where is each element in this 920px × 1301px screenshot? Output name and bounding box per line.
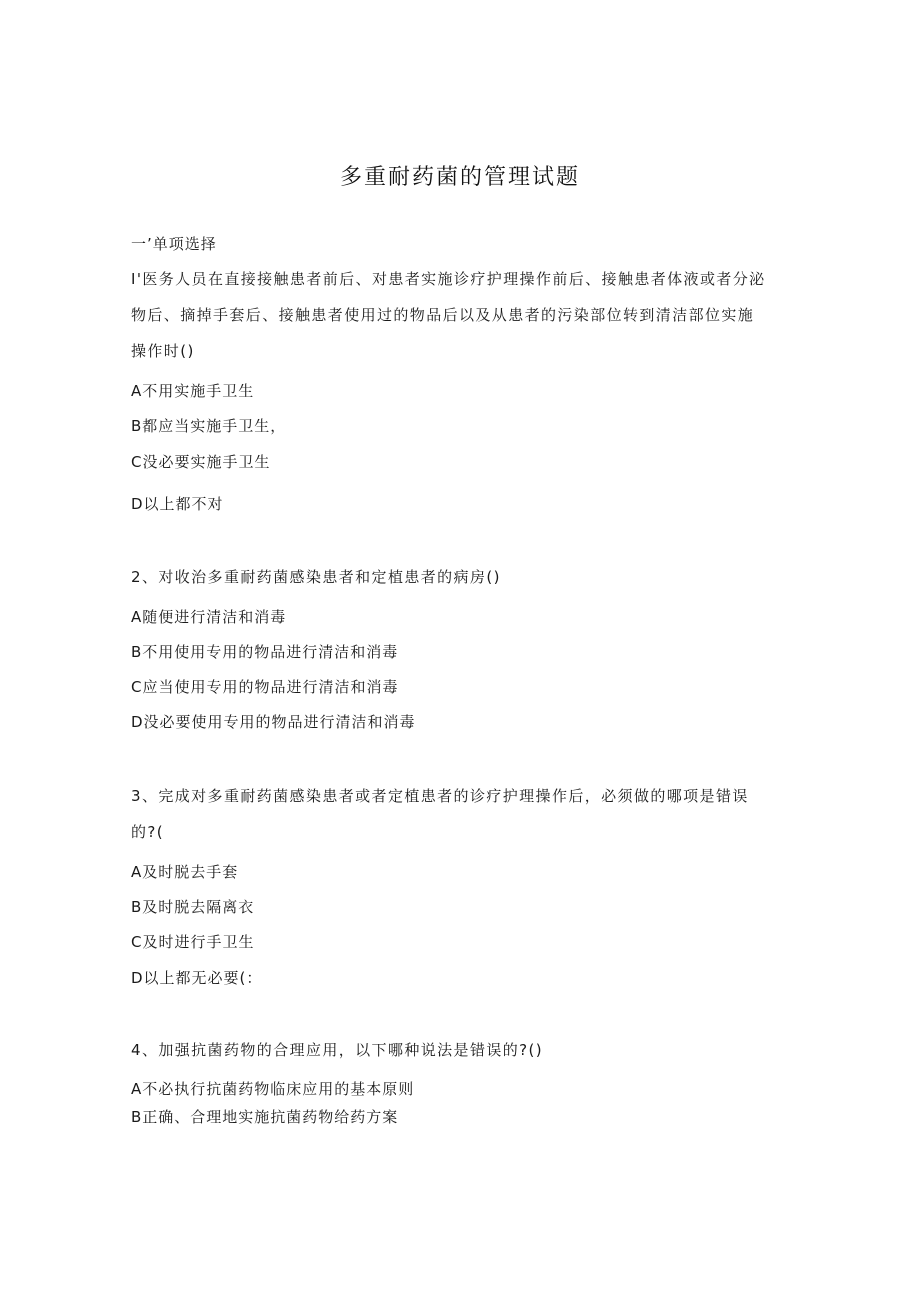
question-4-option-a: A不必执行抗菌药物临床应用的基本原则 — [131, 1080, 415, 1098]
question-1-option-d: D以上都不对 — [131, 495, 224, 513]
page-title: 多重耐药菌的管理试题 — [339, 165, 580, 190]
question-4-option-b: B正确、合理地实施抗菌药物给药方案 — [131, 1108, 399, 1126]
question-3-line-2: 的?( — [131, 823, 165, 841]
question-1-line-2: 物后、摘掉手套后、接触患者使用过的物品后以及从患者的污染部位转到清洁部位实施 — [131, 306, 755, 324]
question-2-option-b: B不用使用专用的物品进行清洁和消毒 — [131, 643, 399, 661]
question-1-option-a: A不用实施手卫生 — [131, 382, 255, 400]
section-heading: 一’单项选择 — [131, 235, 217, 253]
question-2-option-a: A随便进行清洁和消毒 — [131, 608, 287, 626]
question-2-option-c: C应当使用专用的物品进行清洁和消毒 — [131, 678, 399, 696]
question-3-line-1: 3、完成对多重耐药菌感染患者或者定植患者的诊疗护理操作后，必须做的哪项是错误 — [131, 787, 749, 805]
question-3-option-d: D以上都无必要(： — [131, 969, 263, 987]
question-1-line-3: 操作时() — [131, 342, 195, 360]
question-2-line-1: 2、对收治多重耐药菌感染患者和定植患者的病房() — [131, 568, 501, 586]
question-2-option-d: D没必要使用专用的物品进行清洁和消毒 — [131, 713, 416, 731]
question-4-line-1: 4、加强抗菌药物的合理应用，以下哪种说法是错误的?() — [131, 1041, 544, 1059]
question-1-option-b: B都应当实施手卫生， — [131, 417, 287, 435]
question-3-option-a: A及时脱去手套 — [131, 863, 239, 881]
question-3-option-b: B及时脱去隔离衣 — [131, 898, 255, 916]
question-1-option-c: C没必要实施手卫生 — [131, 453, 271, 471]
question-1-line-1: I'医务人员在直接接触患者前后、对患者实施诊疗护理操作前后、接触患者体液或者分泌 — [131, 270, 766, 288]
question-3-option-c: C及时进行手卫生 — [131, 933, 255, 951]
